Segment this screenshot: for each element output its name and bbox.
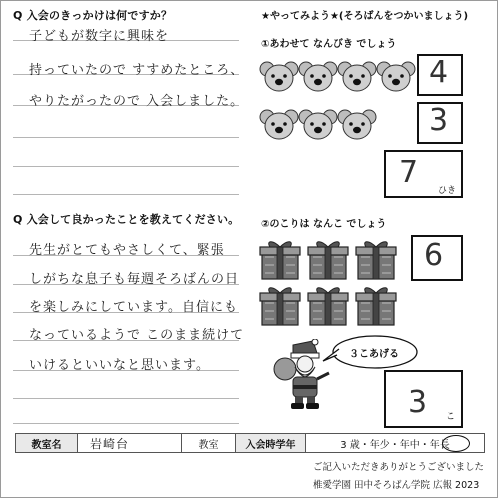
gift-icon [260,242,300,279]
answer-row-1: 4 [429,55,449,90]
koala-icon [260,110,298,139]
classroom-label: 教室名 [16,434,78,452]
koala-icon [338,62,376,91]
remaining-unit: こ [446,412,456,422]
santa-icon [273,339,333,411]
footer-info-row [15,433,485,453]
answer-1-line-3: やりたがったので 入会しました。 [29,94,245,109]
answer-total: 7 [399,155,419,190]
answer-gifts: 6 [424,238,444,273]
answer-2-line-2: しがちな息子も毎週そろばんの日 [29,272,240,287]
koala-row-2 [259,105,379,143]
koala-icon [377,62,415,91]
classroom-suffix: 教室 [182,434,236,452]
answer-1-line-1: 子どもが数字に興味を [29,29,170,44]
gift-boxes [258,235,408,331]
gift-icon [308,288,348,325]
koala-icon [299,62,337,91]
answer-2-line-5: いけるといいなと思います。 [29,358,210,373]
total-unit: ひき [438,186,457,196]
koala-icon [338,110,376,139]
gift-icon [308,242,348,279]
classroom-name: 岩崎台 [78,434,182,452]
gift-icon [356,288,396,325]
answer-remaining: 3 [408,385,428,420]
answer-2-line-1: 先生がとてもやさしくて、緊張 [29,243,225,258]
koala-row-1 [259,57,417,95]
activity-header: ★やってみよう★(そろばんをつかいましょう) [261,11,469,22]
answer-row-2: 3 [429,103,449,138]
gift-icon [260,288,300,325]
question-1-title: Q 入会のきっかけは何ですか？ [13,9,173,22]
gift-icon [356,242,396,279]
speech-bubble-text: ３こあげる [349,349,399,360]
section-2-title: ②のこりは なんこ でしょう [261,219,387,230]
credit-text: 椎愛学園 田中そろばん学院 広報 2023 [313,480,480,491]
answer-2-line-3: を楽しみにしています。自信にも [29,300,238,315]
question-2-title: Q 入会して良かったことを教えてください。 [13,213,240,226]
section-1-title: ①あわせて なんびき でしょう [261,39,397,50]
thanks-text: ご記入いただきありがとうございました [313,462,485,473]
entry-year-options-text: 3 歳・年少・年中・年長 [340,439,450,451]
answer-1-line-2: 持っていたので すすめたところ、 [29,63,245,78]
selected-year-circle [442,435,470,452]
koala-icon [260,62,298,91]
entry-year-options[interactable] [306,434,484,452]
answer-2-line-4: なっているようで このまま続けて [29,328,245,343]
entry-year-label: 入会時学年 [236,434,306,452]
koala-icon [299,110,337,139]
